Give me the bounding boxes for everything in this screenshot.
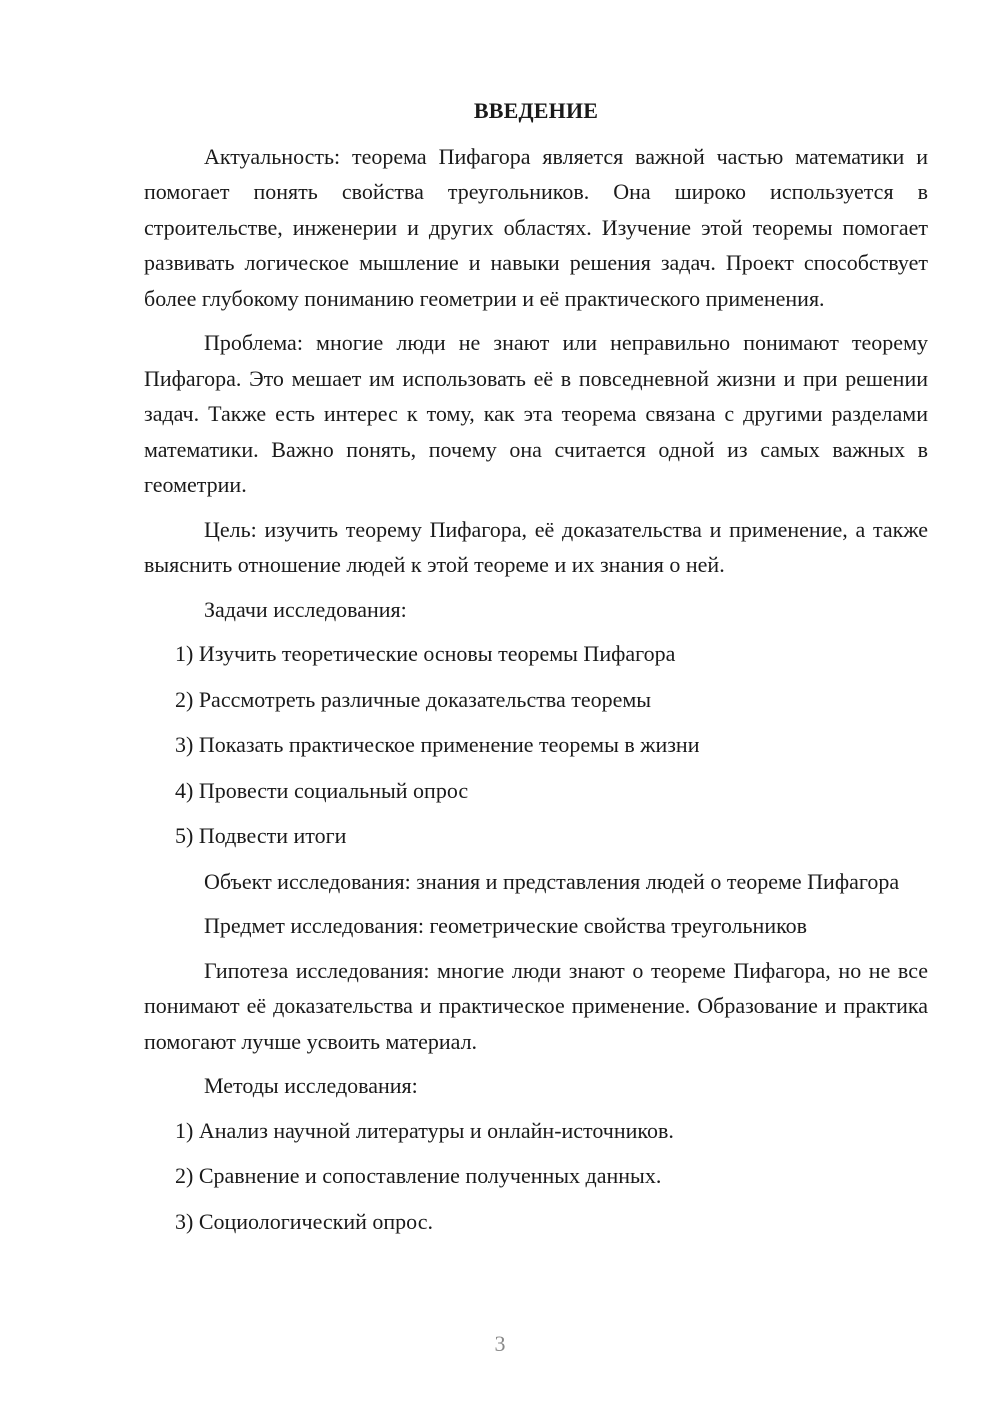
actuality-paragraph: Актуальность: теорема Пифагора является важной частью математики и помогает понять свойства треугольников. Она широко используется в строительстве, инженерии и других областях. Изучение этой теоремы помогает развивать логическое мышление и навыки решения задач. Проект способствует более глубокому пониманию геометрии и её практического применения. bbox=[144, 143, 928, 311]
methods-list bbox=[144, 1113, 928, 1240]
list-item: 3) Социологический опрос. bbox=[175, 1208, 433, 1234]
goal-paragraph: Цель: изучить теорему Пифагора, её доказательства и применение, а также выяснить отношение людей к этой теореме и их знания о ней. bbox=[144, 516, 928, 577]
list-item: 4) Провести социальный опрос bbox=[175, 777, 469, 803]
list-item: 3) Показать практическое применение теоремы в жизни bbox=[175, 732, 700, 757]
subject-paragraph: Предмет исследования: геометрические свойства треугольников bbox=[204, 913, 808, 938]
document-page bbox=[144, 93, 928, 1249]
tasks-heading: Задачи исследования: bbox=[204, 596, 407, 622]
list-item: 1) Анализ научной литературы и онлайн-источников. bbox=[175, 1117, 674, 1143]
problem-paragraph: Проблема: многие люди не знают или неправильно понимают теорему Пифагора. Это мешает им использовать её в повседневной жизни и при решении задач. Также есть интерес к тому, как эта теорема связана с другими разделами математики. Важно понять, почему она считается одной из самых важных в геометрии. bbox=[144, 330, 928, 497]
tasks-list bbox=[144, 636, 928, 854]
section-title: ВВЕДЕНИЕ bbox=[473, 98, 599, 123]
hypothesis-paragraph: Гипотеза исследования: многие люди знают о теореме Пифагора, но не все понимают её доказательства и практическое применение. Образование и практика помогают лучше усвоить материал. bbox=[144, 957, 928, 1054]
list-item: 5) Подвести итоги bbox=[175, 823, 347, 848]
methods-heading: Методы исследования: bbox=[204, 1073, 418, 1098]
list-item: 2) Рассмотреть различные доказательства теоремы bbox=[175, 686, 652, 712]
list-item: 2) Сравнение и сопоставление полученных данных. bbox=[175, 1163, 662, 1188]
page-number: 3 bbox=[494, 1331, 506, 1356]
object-paragraph: Объект исследования: знания и представления людей о теореме Пифагора bbox=[204, 868, 900, 894]
list-item: 1) Изучить теоретические основы теоремы Пифагора bbox=[175, 641, 676, 666]
